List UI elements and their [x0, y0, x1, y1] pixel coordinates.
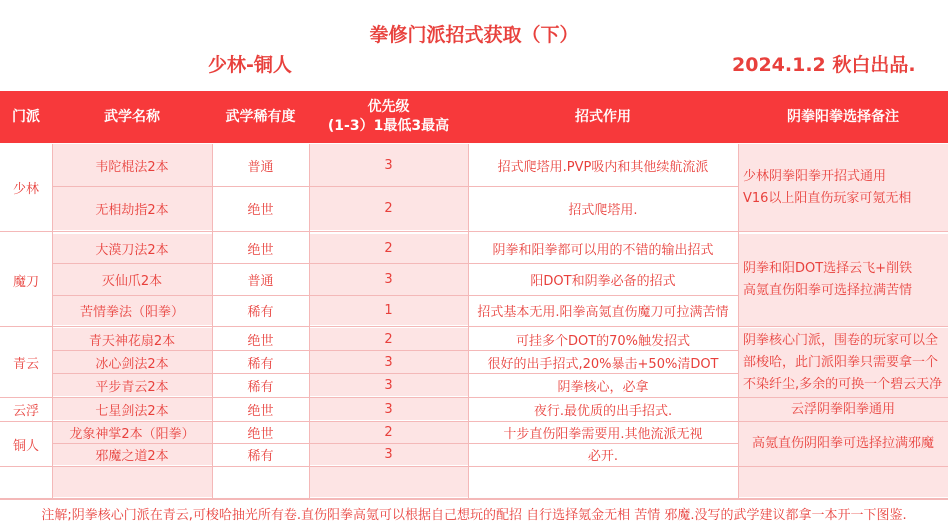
skill-cell: 龙象神掌2本（阳拳）: [52, 422, 212, 443]
sect-name: 魔刀: [0, 234, 52, 326]
header-rarity: 武学稀有度: [225, 108, 296, 125]
column-divider: [309, 144, 310, 498]
rarity-cell: 普通: [212, 264, 309, 295]
effect-cell: 十步直伤阳拳需要用.其他流派无视: [468, 422, 738, 443]
effect-cell: 招式爬塔用.PVP吸内和其他续航流派: [468, 144, 738, 186]
priority-cell: 2: [309, 328, 468, 350]
row-divider: [0, 326, 948, 327]
column-divider: [738, 144, 739, 498]
effect-cell: 招式爬塔用.: [468, 187, 738, 230]
empty-cell: [309, 467, 468, 497]
rarity-cell: 绝世: [212, 422, 309, 443]
sect-name: 青云: [0, 328, 52, 397]
remark-line: 部梭哈，此门派阳拳只需要拿一个: [743, 354, 939, 370]
rarity-cell: 普通: [212, 144, 309, 186]
rarity-cell: 绝世: [212, 187, 309, 230]
header-effect: 招式作用: [575, 108, 631, 125]
rarity-cell: 绝世: [212, 234, 309, 263]
priority-cell: 3: [309, 444, 468, 465]
column-divider: [468, 144, 469, 498]
empty-cell: [468, 467, 738, 497]
skill-cell: 冰心剑法2本: [52, 351, 212, 373]
skill-cell: 灭仙爪2本: [52, 264, 212, 295]
rarity-cell: 稀有: [212, 444, 309, 465]
header-priority-line2: (1-3）1最低3最高: [327, 118, 450, 134]
empty-cell: [0, 467, 52, 497]
skill-cell: 青天神花扇2本: [52, 328, 212, 350]
empty-cell: [52, 467, 212, 497]
effect-cell: 阳DOT和阴拳必备的招式: [468, 264, 738, 295]
column-divider: [212, 144, 213, 498]
rarity-cell: 稀有: [212, 374, 309, 396]
remark-line: 云浮阴拳阳拳通用: [790, 401, 895, 417]
remark-line: 高氪直伤阴阳拳可选择拉满邪魔: [751, 436, 934, 451]
sect-subtitle: 少林-铜人: [208, 54, 292, 76]
effect-cell: 可挂多个DOT的70%触发招式: [468, 328, 738, 350]
header-skill: 武学名称: [104, 108, 160, 125]
rarity-cell: 绝世: [212, 398, 309, 420]
remark-line: 少林阴拳阳拳开招式通用: [743, 168, 887, 184]
effect-cell: 阴拳核心，必拿: [468, 374, 738, 396]
remark-line: V16以上阳直伤玩家可氪无相: [743, 190, 912, 206]
remark-cell: [738, 328, 948, 397]
priority-cell: 3: [309, 264, 468, 295]
skill-cell: 大漠刀法2本: [52, 234, 212, 263]
priority-cell: 3: [309, 374, 468, 396]
page-title: 拳修门派招式获取（下）: [369, 24, 579, 46]
priority-cell: 3: [309, 144, 468, 186]
remark-cell: [738, 398, 948, 421]
priority-cell: 2: [309, 422, 468, 443]
footer-note: 注解;阴拳核心门派在青云,可梭哈抽光所有卷.直伤阳拳高氪可以根据自己想玩的配招 自行选择氪金无相 苦情 邪魔.没写的武学建议都拿一本开一下图鉴.: [0, 498, 948, 526]
effect-cell: 夜行.最优质的出手招式.: [468, 398, 738, 420]
skill-cell: 韦陀棍法2本: [52, 144, 212, 186]
remark-line: 高氪直伤阳拳可选择拉满苦情: [743, 283, 913, 298]
remark-line: 阴拳和阳DOT选择云飞+削铁: [743, 261, 913, 276]
column-divider: [52, 144, 53, 498]
effect-cell: 必开.: [468, 444, 738, 465]
header-sect: 门派: [12, 108, 40, 125]
skill-cell: 无相劫指2本: [52, 187, 212, 230]
remark-line: 阴拳核心门派，围卷的玩家可以全: [743, 332, 939, 348]
rarity-cell: 稀有: [212, 296, 309, 325]
priority-cell: 3: [309, 351, 468, 373]
author-date: 2024.1.2 秋白出品.: [732, 54, 916, 76]
effect-cell: 阴拳和阳拳都可以用的不错的输出招式: [468, 234, 738, 263]
priority-cell: 3: [309, 398, 468, 420]
remark-line: 不染纤尘,多余的可换一个碧云天净: [743, 376, 943, 392]
priority-cell: 1: [309, 296, 468, 325]
skill-cell: 邪魔之道2本: [52, 444, 212, 465]
empty-cell: [212, 467, 309, 497]
header-priority-line1: 优先级: [367, 99, 410, 115]
sect-name: 少林: [0, 144, 52, 231]
header-remark: 阴拳阳拳选择备注: [787, 108, 899, 125]
rarity-cell: 稀有: [212, 351, 309, 373]
priority-cell: 2: [309, 234, 468, 263]
remark-cell: [738, 234, 948, 326]
effect-cell: 很好的出手招式,20%暴击+50%清DOT: [468, 351, 738, 373]
effect-cell: 招式基本无用.阳拳高氪直伤魔刀可拉满苦情: [468, 296, 738, 325]
skill-cell: 苦情拳法（阳拳）: [52, 296, 212, 325]
rarity-cell: 绝世: [212, 328, 309, 350]
skill-cell: 七星剑法2本: [52, 398, 212, 420]
priority-cell: 2: [309, 187, 468, 230]
remark-cell: [738, 422, 948, 466]
empty-cell: [738, 467, 948, 497]
table-header: [0, 91, 948, 143]
row-divider: [0, 231, 948, 232]
skill-cell: 平步青云2本: [52, 374, 212, 396]
remark-cell: [738, 144, 948, 231]
sect-name: 铜人: [0, 422, 52, 466]
sect-name: 云浮: [0, 398, 52, 421]
header-priority: [309, 91, 468, 143]
